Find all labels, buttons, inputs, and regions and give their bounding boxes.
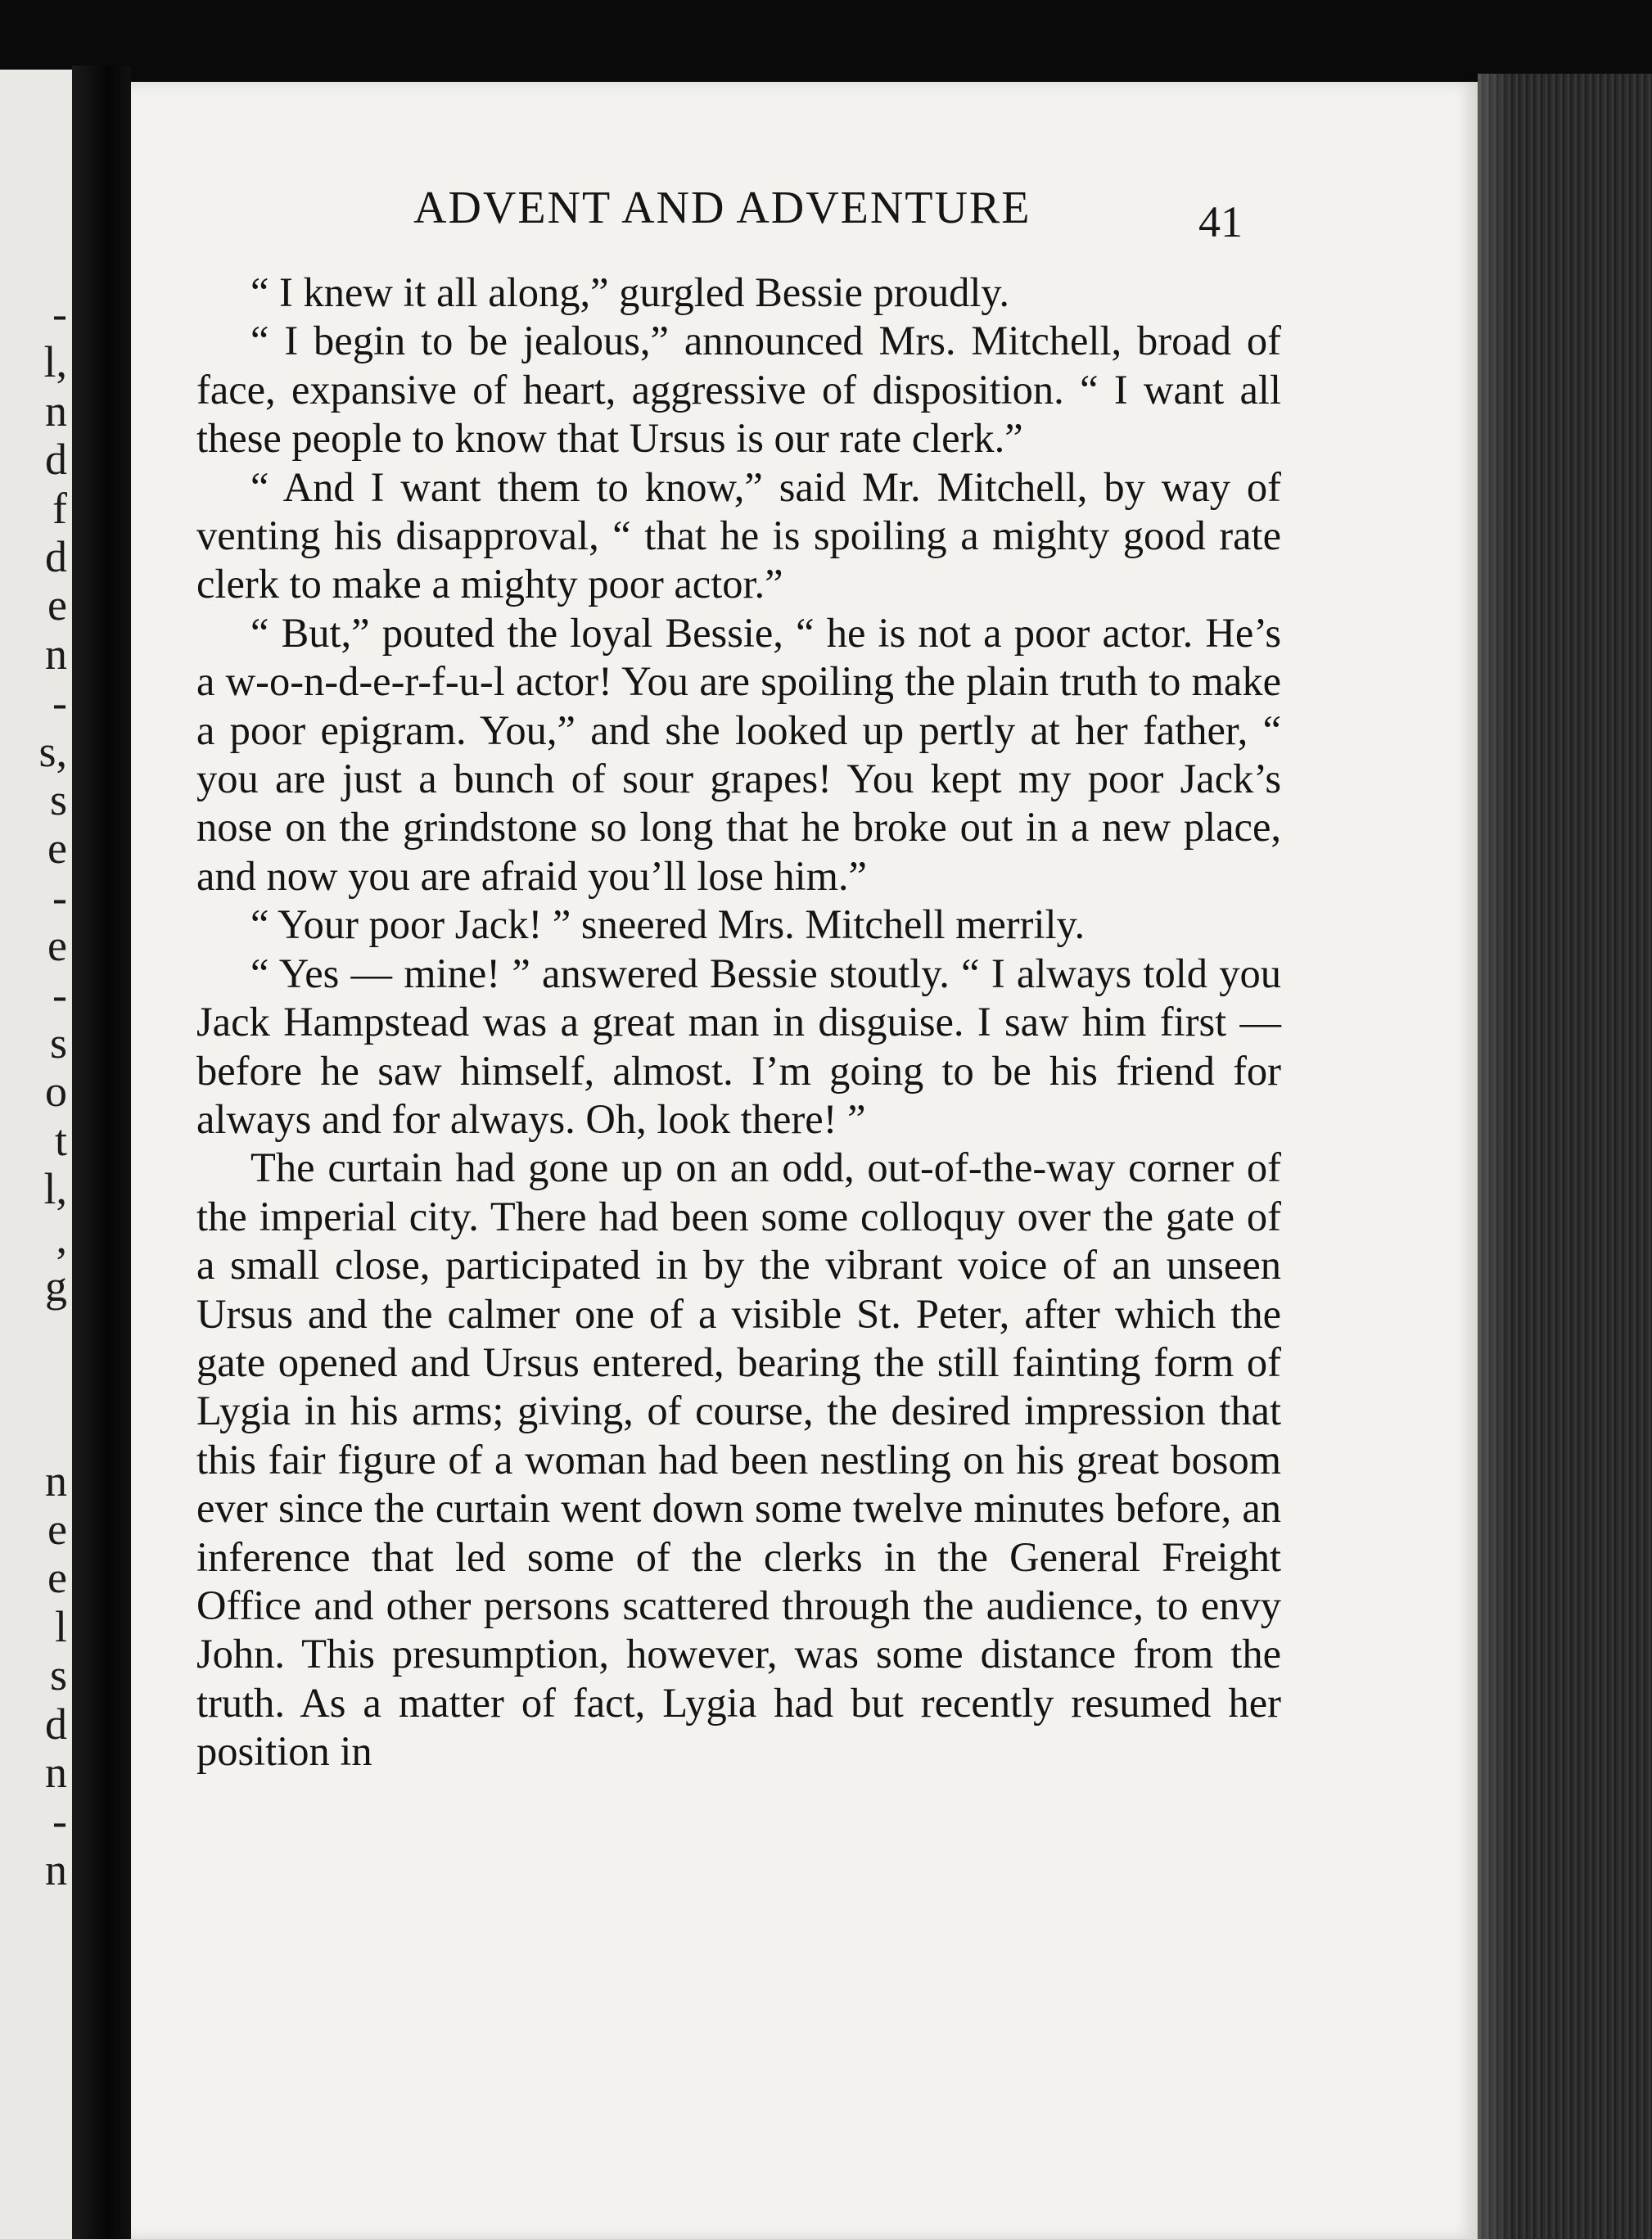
page-edge-shade [1478,74,1510,2239]
left-page-fragment: - [52,969,67,1019]
paragraph-1: “ I knew it all along,” gurgled Bessie proudly. [251,269,1010,315]
left-page-fragment: e [47,580,67,630]
book-gutter [72,65,131,2239]
left-page-fragment: n [45,1456,67,1505]
paragraph-3: “ And I want them to know,” said Mr. Mitchell, by way of venting his disapproval, “ that he is spoiling a mighty good rate clerk to make a mighty poor actor.” [196,463,1281,607]
left-page-fragment: - [52,1796,67,1846]
paragraph-7: The curtain had gone up on an odd, out-of-the-way corner of the imperial city. There had been some colloquy over the gate of a small close, participated in by the vibrant voice of an unseen Ursus and the calmer one of a visible St. Peter, after which the gate opened and Ursus entered, bearing the still fainting form of Lygia in his arms; giving, of course, the desired impression that this fair figure of a woman had been nestling on his great bosom ever since the curtain went down some twelve minutes before, an inference that led some of the clerks in the General Freight Office and other persons scattered through the audience, to envy John. This presumption, however, was some distance from the truth. As a matter of fact, Lygia had but recently resumed her position in [196,1144,1281,1775]
left-page-fragment: l, [43,337,67,387]
left-page-fragment: l, [43,1164,67,1214]
left-page-fragment: d [45,435,67,485]
left-page-fragment: g [45,1262,67,1311]
left-page-fragment: s [49,775,67,824]
paragraph-6: “ Yes — mine! ” answered Bessie stoutly. “ I always told you Jack Hampstead was a great man in disguise. I saw him first — before he saw himself, almost. I’m going to be his friend for always and for always. Oh, look there! ” [196,950,1281,1142]
left-page-fragment: d [45,1699,67,1749]
left-page-fragment: e [47,1505,67,1554]
left-page-fragment: , [56,1212,67,1262]
left-page-fragment: o [45,1067,67,1117]
left-page-fragment: n [45,1748,67,1797]
left-page-fragment: e [47,1553,67,1603]
left-page-fragment: d [45,532,67,581]
paragraph-4: “ But,” pouted the loyal Bessie, “ he is not a poor actor. He’s a w-o-n-d-e-r-f-u-l actor! You are spoiling the plain truth to make a poor epigram. You,” and she looked up pertly at her father, “ you are just a bunch of sour grapes! You kept my poor Jack’s nose on the grindstone so long that he broke out in a new place, and now you are afraid you’ll lose him.” [196,609,1281,899]
left-page-edge [0,70,72,2239]
body-text [196,269,1281,1776]
left-page-fragment: s, [38,726,67,776]
paragraph-2: “ I begin to be jealous,” announced Mrs. Mitchell, broad of face, expansive of heart, aggressive of disposition. “ I want all these people to know that Ursus is our rate clerk.” [196,318,1281,462]
left-page-fragment: n [45,386,67,436]
left-page-fragment: s [49,1650,67,1700]
left-page-fragment: - [52,289,67,338]
left-page-fragment: e [47,921,67,971]
left-page-fragment: f [52,483,67,533]
left-page-fragment: t [54,1115,67,1165]
paragraph-5: “ Your poor Jack! ” sneered Mrs. Mitchell merrily. [251,901,1086,948]
running-head: ADVENT AND ADVENTURE [413,183,1031,233]
page-number: 41 [1198,197,1243,246]
left-page-fragment: - [52,872,67,922]
left-page-fragment: l [54,1601,67,1651]
left-page-fragment: e [47,824,67,873]
left-page-fragment: - [52,678,67,728]
left-page-fragment: s [49,1018,67,1068]
left-page-fragment: n [45,629,67,679]
left-page-fragment: n [45,1844,67,1894]
